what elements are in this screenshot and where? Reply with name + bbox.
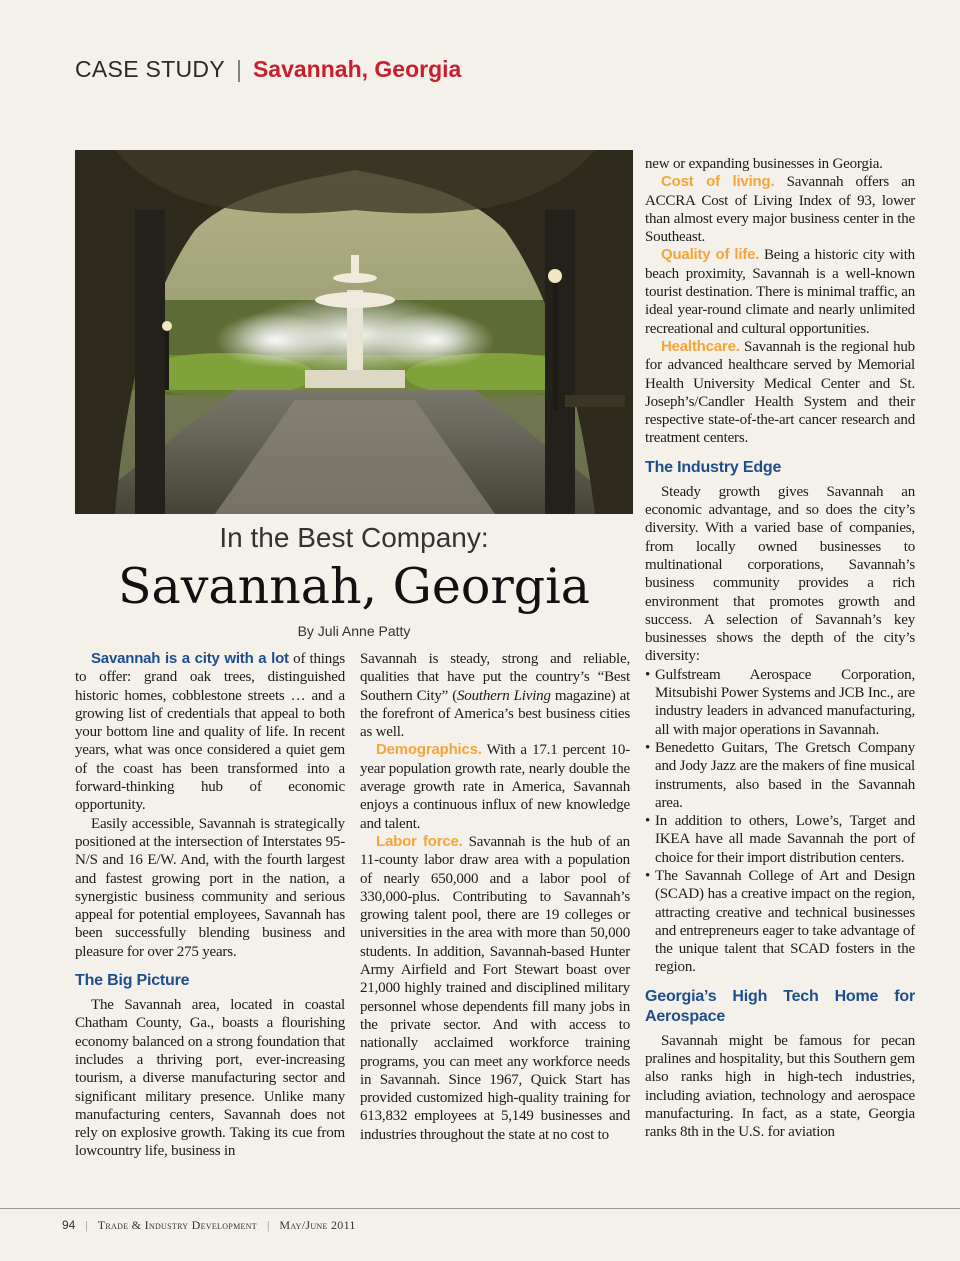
healthcare-keyword: Healthcare. [661,337,740,355]
aerospace-paragraph: Savannah might be famous for pecan pralines and hospitality, but this Southern gem also ranks high in high-tech industries, including aviation, technology and aerospace manufacturing. In fact, as a state, Georgia ranks 8th in the U.S. for aviation [645,1032,915,1141]
big-picture-paragraph: The Savannah area, located in coastal Chatham County, Ga., boasts a flourishing economy balanced on a strong foundation that includes a thriving port, ever-increasing tourism, a diverse manufacturing sector and significant military presence. Unlike many manufacturing centers, Savannah does not rely on explosive growth. Taking its cue from lowcountry life, business in [75,997,345,1160]
fountain-park-photo [75,150,633,514]
industry-edge-heading: The Industry Edge [645,458,782,476]
aerospace-heading: Georgia’s High Tech Home for Aerospace [645,987,915,1025]
demographics-keyword: Demographics. [376,741,482,759]
list-item: • Benedetto Guitars, The Gretsch Company and Jody Jazz are the makers of fine musical instruments, also based in the Savannah area. [645,739,915,812]
publication-name: Trade & Industry Development [97,1218,257,1232]
column-3 [645,155,915,1142]
list-item: • Gulfstream Aerospace Corporation, Mitsubishi Power Systems and JCB Inc., are industry leaders in advanced manufacturing, all with major operations in Savannah. [645,666,915,739]
issue-date: May/June 2011 [279,1218,356,1232]
page-number: 94 [62,1218,76,1232]
list-item: • The Savannah College of Art and Design (SCAD) has a creative impact on the region, attracting creative and technical businesses and entrepreneurs eager to take advantage of the unique talent that SCAD fosters in the region. [645,867,915,977]
intro-lead-in: Savannah is a city with a lot [91,650,289,667]
business-list [645,666,915,977]
article-byline: By Juli Anne Patty [297,623,411,639]
access-paragraph: Easily accessible, Savannah is strategically positioned at the intersection of Interstates 95-N/S and 16 E/W. And, with the fourth largest and fastest growing port in the nation, a synergistic business community and serious appeal for potential employees, Savannah has been successfully blending business and pleasure for over 275 years. [75,815,345,960]
article-title: Savannah, Georgia [117,558,591,615]
article-kicker: In the Best Company: [219,522,489,553]
column-1 [75,650,345,1161]
intro-text: of things to offer: grand oak trees, distinguished historic homes, cobblestone streets … and a growing list of credentials that appeal to both your bottom line and quality of life. In recent years, what was once considered a quiet gem of the coast has been transformed into a forward-thinking hub of economic opportunity. [75,651,345,814]
big-picture-continued: Savannah is steady, strong and reliable, qualities that have put the country’s “Best Southern City” (Southern Living magazine) at the forefront of America’s best business cities as well. [360,651,631,741]
footer-divider: | [266,1218,270,1232]
intro-paragraph [75,650,345,815]
page-footer [0,1208,960,1261]
labor-keyword: Labor force. [376,832,463,850]
section-label: CASE STUDY [75,56,225,82]
footer-divider: | [85,1218,88,1232]
cost-keyword: Cost of living. [661,173,775,191]
section-header [75,55,461,83]
big-picture-heading: The Big Picture [75,972,190,990]
labor-continued: new or expanding businesses in Georgia. [645,156,883,172]
quality-paragraph: Quality of life. Being a historic city with beach proximity, Savannah is a well-known tourist destination. There is minimal traffic, an ideal year-round climate and nearly unlimited recreational and cultural opportunities. [645,246,915,337]
industry-paragraph: Steady growth gives Savannah an economic advantage, and so does the city’s diversity. With a varied base of companies, from locally owned businesses to multinational corporations, Savannah’s business community provides a rich environment that promotes growth and success. A selection of Savannah’s key businesses shows the depth of the city’s diversity: [645,483,915,665]
demographics-paragraph: Demographics. With a 17.1 percent 10-year population growth rate, nearly double the average growth rate in America, Savannah enjoys a continuous influx of new knowledge and talent. [360,741,630,832]
column-2 [360,650,630,1144]
list-item: • In addition to others, Lowe’s, Target and IKEA have all made Savannah the port of choice for their import distribution centers. [645,812,915,867]
header-divider: | [235,56,242,82]
cost-paragraph: Cost of living. Savannah offers an ACCRA Cost of Living Index of 93, lower than almost every major business center in the Southeast. [645,173,915,246]
labor-paragraph: Labor force. Savannah is the hub of an 11-county labor draw area with a population of nearly 650,000 and a labor pool of 330,000-plus. Contributing to Savannah’s growing talent pool, there are 19 colleges or universities in the area with more than 50,000 students. In addition, Savannah-based Hunter Army Airfield and Fort Stewart boast over 21,000 highly trained and disciplined military personnel whose dependents fill many jobs in the private sector. And with access to nationally acclaimed workforce training programs, you can meet any workforce needs in Savannah. Since 1967, Quick Start has provided customized high-quality training for 613,832 employees at 5,149 businesses and industries throughout the state at no cost to [360,832,630,1143]
quality-keyword: Quality of life. [661,246,760,264]
healthcare-paragraph: Healthcare. Savannah is the regional hub for advanced healthcare served by Memorial Health University Medical Center and St. Joseph’s/Candler Health System and their respective state-of-the-art cancer research and treatment centers. [645,337,915,447]
section-location: Savannah, Georgia [252,56,462,82]
